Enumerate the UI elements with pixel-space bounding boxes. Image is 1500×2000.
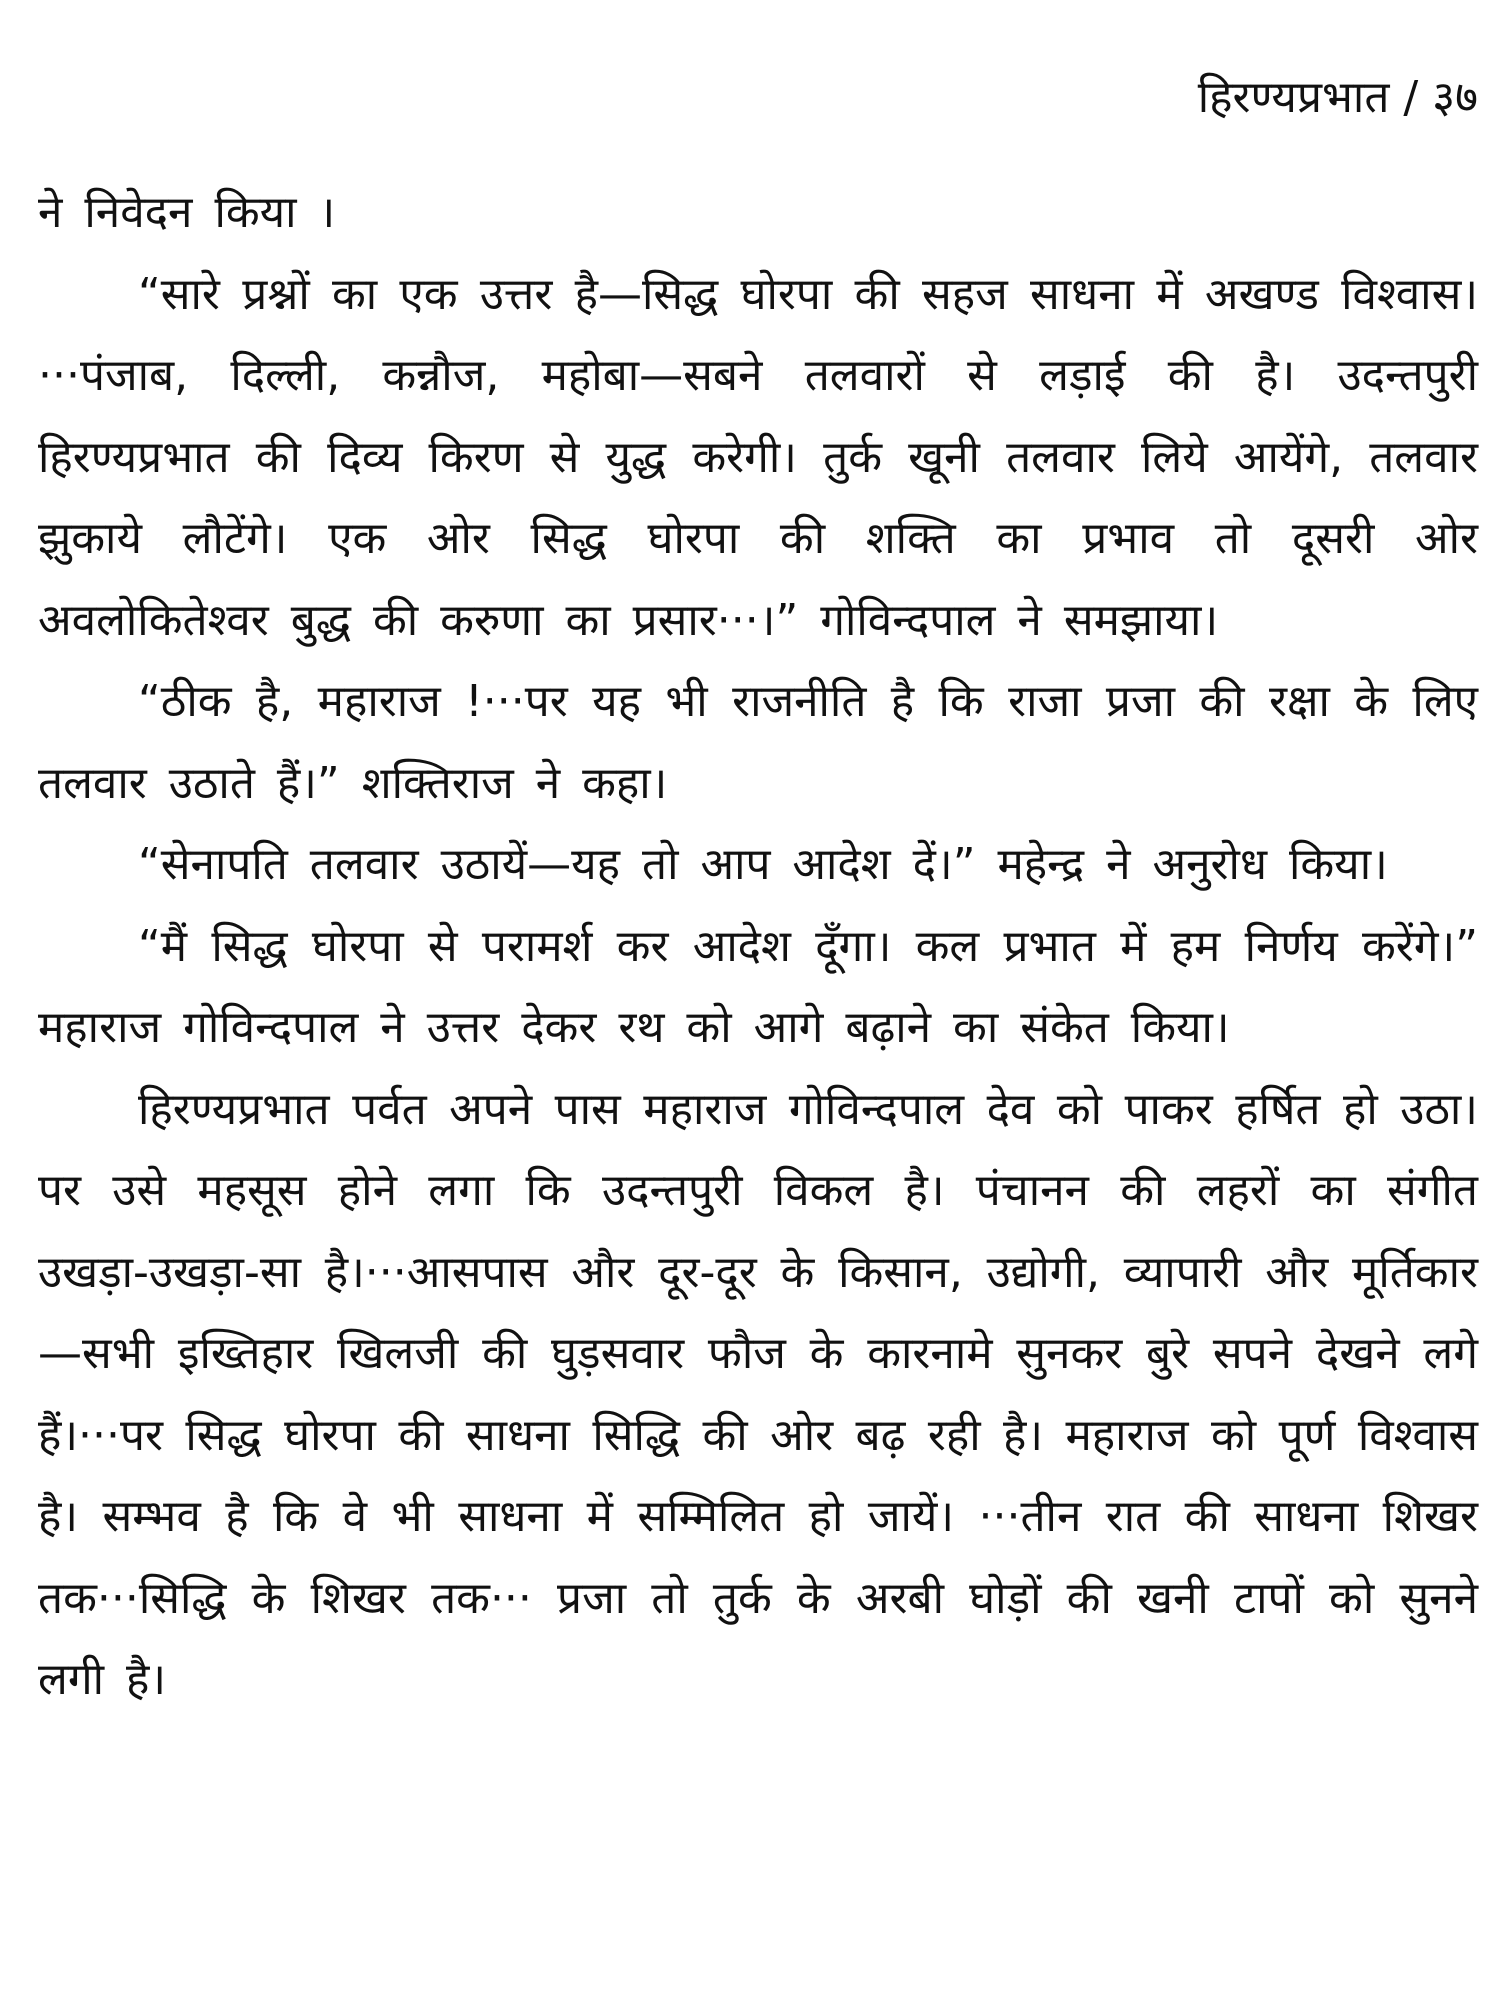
paragraph: हिरण्यप्रभात पर्वत अपने पास महाराज गोविन्दपाल देव को पाकर हर्षित हो उठा। पर उसे महसूस होने लगा कि उदन्तपुरी विकल है। पंचानन की लहरों का संगीत उखड़ा-उखड़ा-सा है।···आसपास और दूर-दूर के किसान, उद्योगी, व्यापारी और मूर्तिकार—सभी इख्तिहार खिलजी की घुड़सवार फौज के कारनामे सुनकर बुरे सपने देखने लगे हैं।···पर सिद्ध घोरपा की साधना सिद्धि की ओर बढ़ रही है। महाराज को पूर्ण विश्वास है। सम्भव है कि वे भी साधना में सम्मिलित हो जायें। ···तीन रात की साधना शिखर तक···सिद्धि के शिखर तक··· प्रजा तो तुर्क के अरबी घोड़ों की खनी टापों को सुनने लगी है। (38, 1083, 1478, 1705)
header-separator: / (1403, 72, 1419, 123)
book-title: हिरण्यप्रभात (1197, 72, 1390, 123)
paragraph-continuation: ने निवेदन किया । (38, 187, 336, 238)
page-number: ३७ (1432, 72, 1478, 123)
paragraph: “सेनापति तलवार उठायें—यह तो आप आदेश दें।” महेन्द्र ने अनुरोध किया। (138, 839, 1388, 890)
paragraph: “सारे प्रश्नों का एक उत्तर है—सिद्ध घोरपा की सहज साधना में अखण्ड विश्वास।···पंजाब, दिल्ली, कन्नौज, महोबा—सबने तलवारों से लड़ाई की है। उदन्तपुरी हिरण्यप्रभात की दिव्य किरण से युद्ध करेगी। तुर्क खूनी तलवार लिये आयेंगे, तलवार झुकाये लौटेंगे। एक ओर सिद्ध घोरपा की शक्ति का प्रभाव तो दूसरी ओर अवलोकितेश्वर बुद्ध की करुणा का प्रसार···।” गोविन्दपाल ने समझाया। (38, 268, 1478, 646)
body-text (38, 172, 1478, 1721)
paragraph: “मैं सिद्ध घोरपा से परामर्श कर आदेश दूँगा। कल प्रभात में हम निर्णय करेंगे।” महाराज गोविन्दपाल ने उत्तर देकर रथ को आगे बढ़ाने का संकेत किया। (38, 920, 1478, 1053)
paragraph: “ठीक है, महाराज !···पर यह भी राजनीति है कि राजा प्रजा की रक्षा के लिए तलवार उठाते हैं।” शक्तिराज ने कहा। (38, 676, 1478, 809)
running-header (1198, 68, 1478, 128)
